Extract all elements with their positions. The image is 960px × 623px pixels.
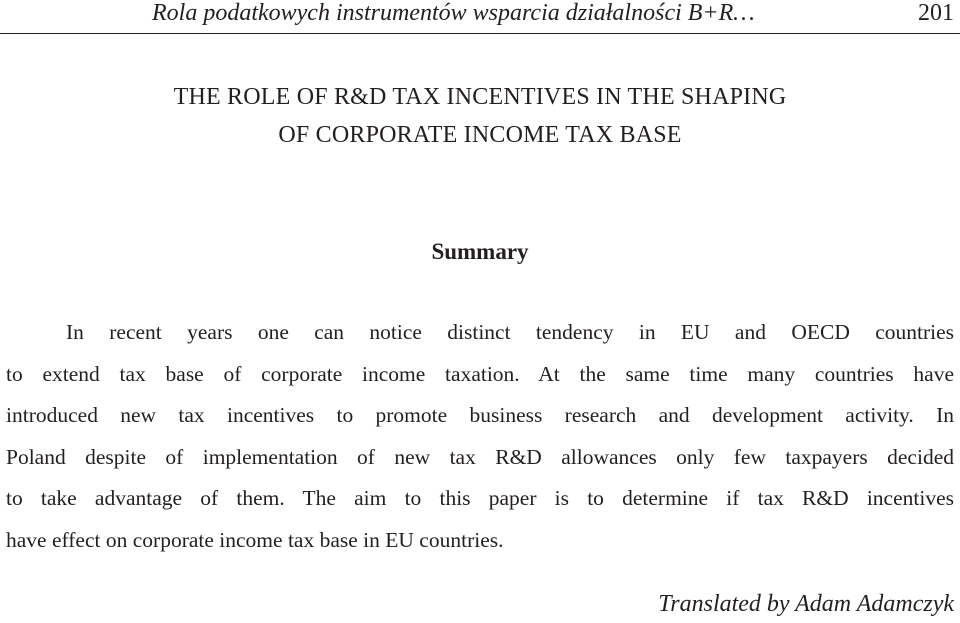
- page-number: 201: [918, 0, 954, 26]
- summary-line: to take advantage of them. The aim to this paper is to determine if tax R&D incentives: [6, 486, 954, 510]
- summary-line: to extend tax base of corporate income taxation. At the same time many countries have: [6, 361, 954, 386]
- running-header: [0, 0, 960, 34]
- article-title-line: OF CORPORATE INCOME TAX BASE: [278, 122, 682, 148]
- summary-paragraph: [6, 312, 954, 561]
- summary-heading: Summary: [431, 239, 529, 264]
- summary-line: In recent years one can notice distinct tendency in EU and OECD countries: [66, 320, 954, 344]
- summary-line: Poland despite of implementation of new tax R&D allowances only few taxpayers decided: [6, 444, 954, 469]
- article-title-line: THE ROLE OF R&D TAX INCENTIVES IN THE SHAPING: [173, 84, 787, 110]
- running-title: Rola podatkowych instrumentów wsparcia działalności B+R…: [152, 0, 755, 26]
- translator-credit: Translated by Adam Adamczyk: [658, 591, 954, 617]
- summary-line: introduced new tax incentives to promote business research and development activity. In: [6, 403, 954, 427]
- summary-line: have effect on corporate income tax base in EU countries.: [6, 527, 504, 552]
- article-title: [0, 78, 960, 154]
